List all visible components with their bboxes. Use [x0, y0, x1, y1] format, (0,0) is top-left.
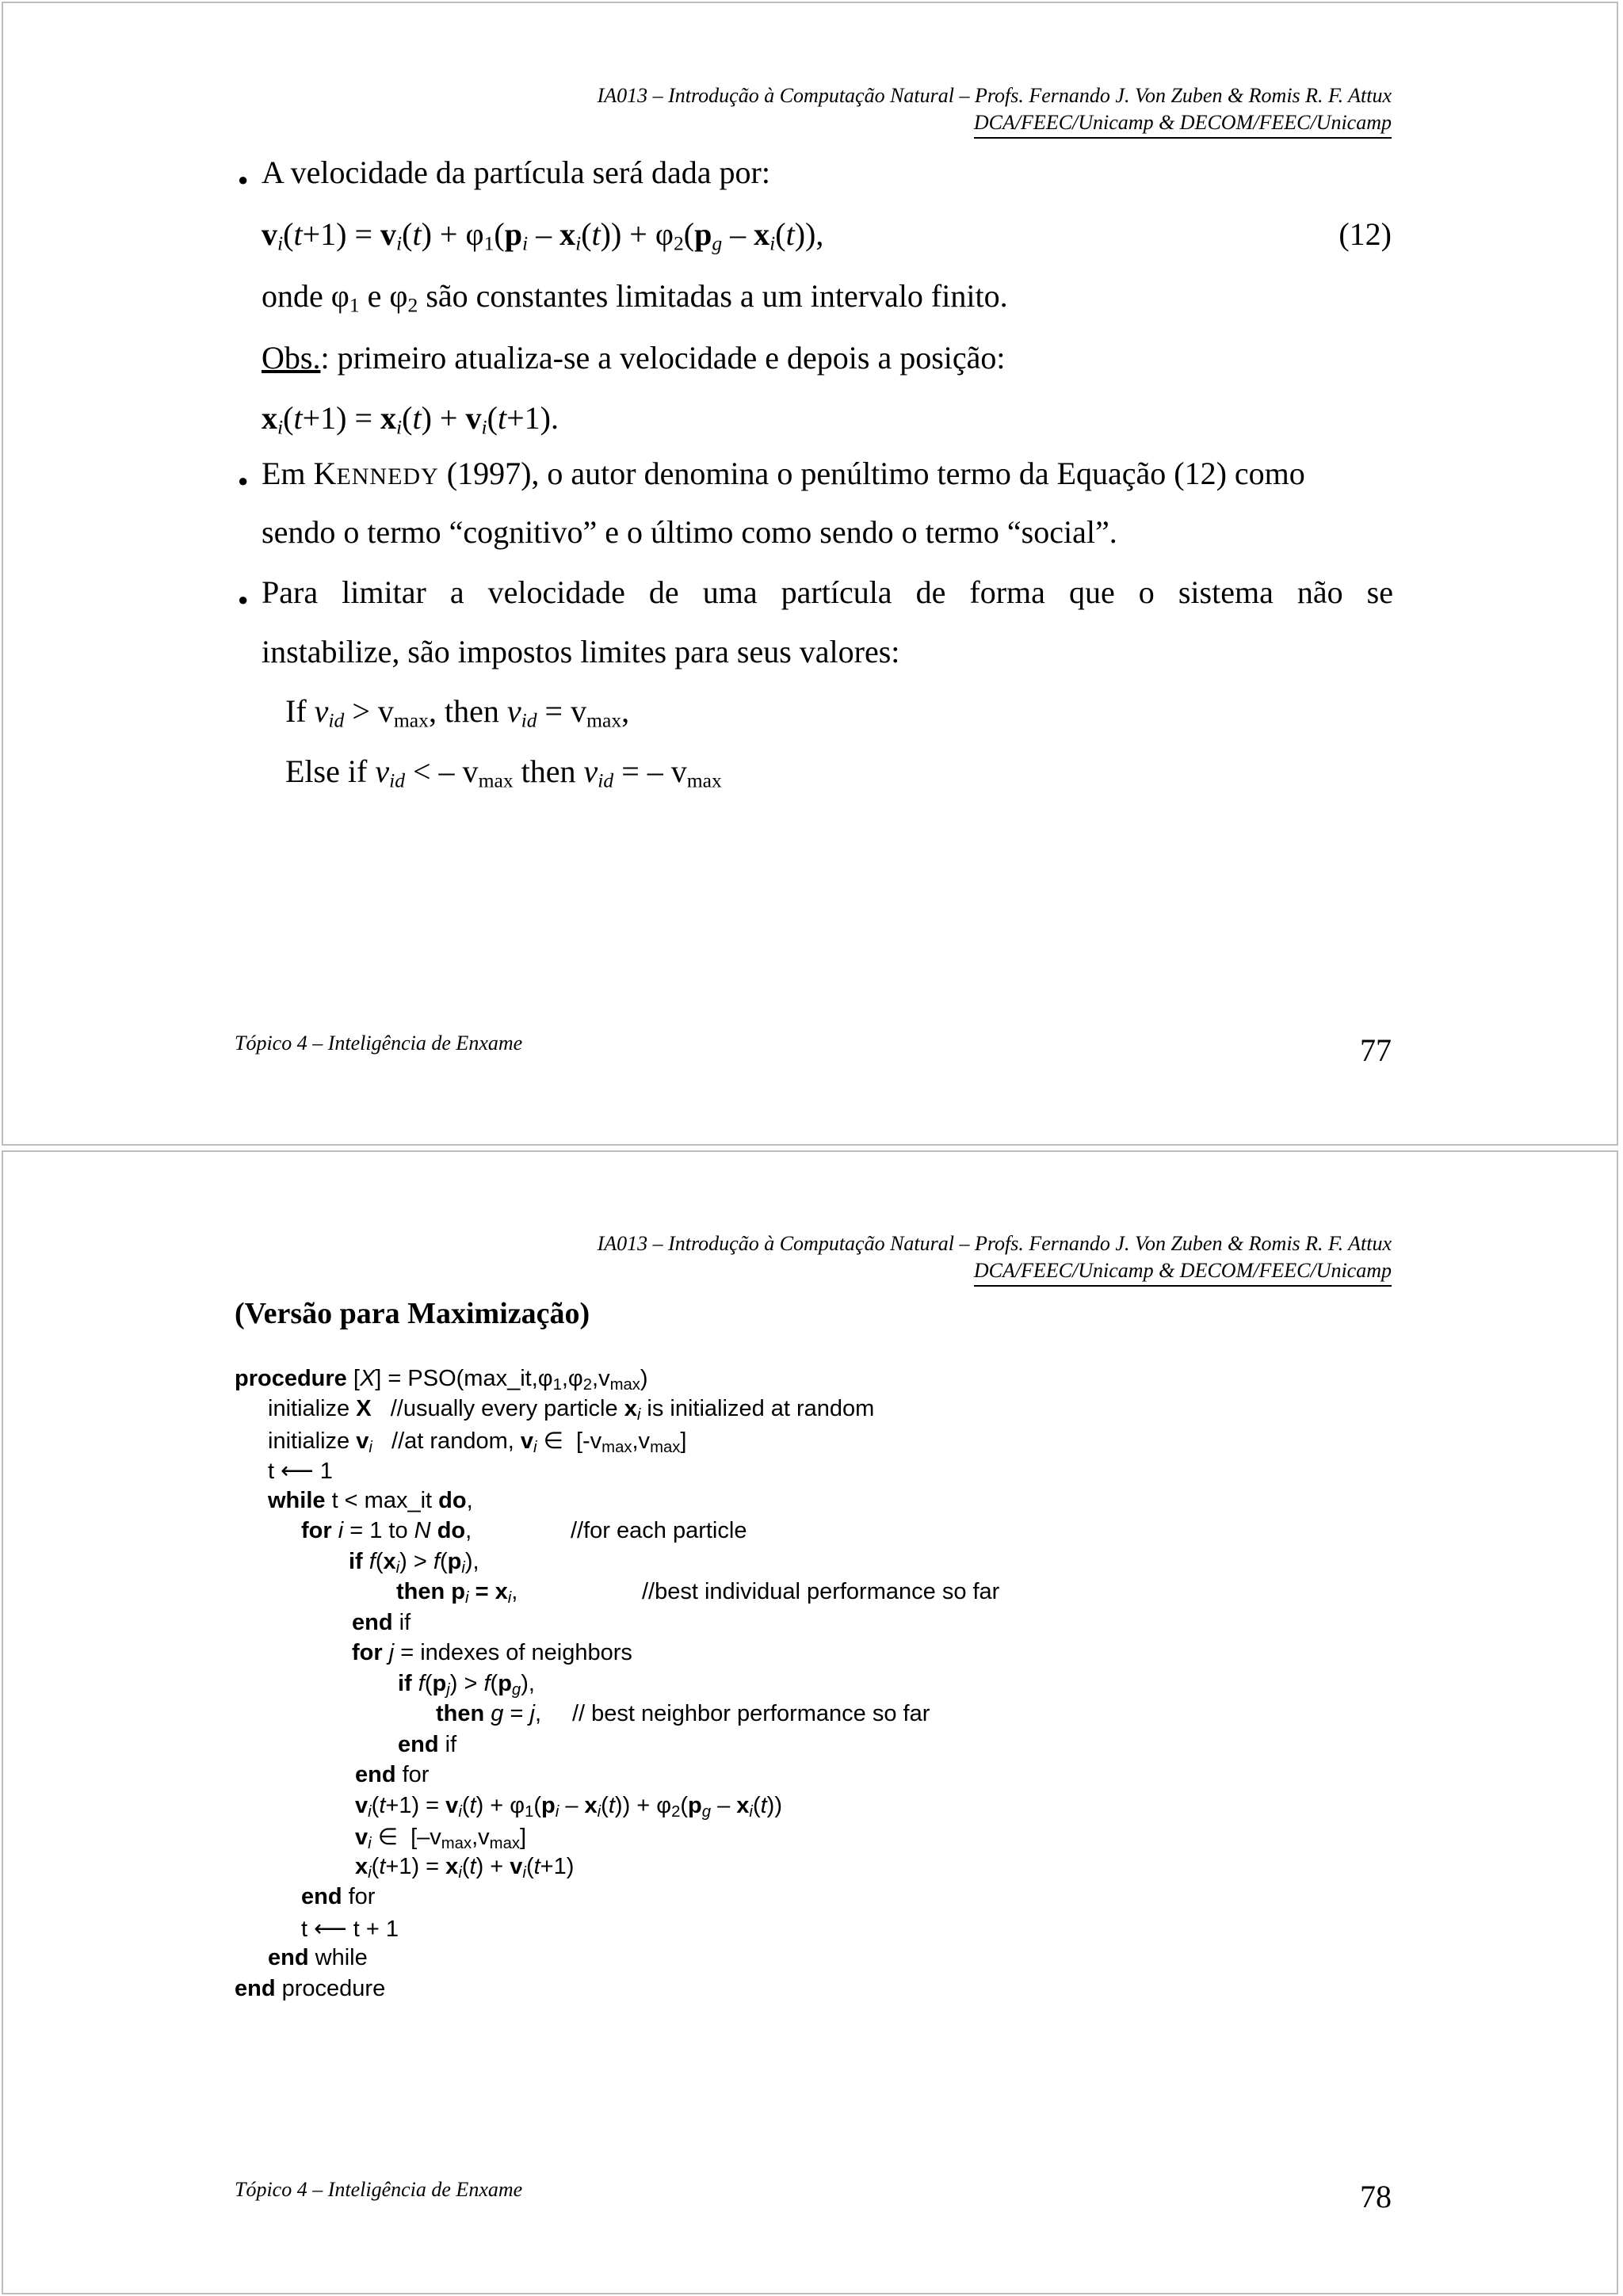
- if-rule: If $v_{id} > v_{max}$, then $v_{id} = v_{max}$,: [285, 693, 630, 732]
- code-line: if $f(x_i) > f(p_i)$,: [349, 1549, 479, 1577]
- code-line: procedure $[X] = PSO(\max\_it,\varphi_1,\varphi_2,v_{max})$: [235, 1366, 648, 1394]
- code-line: for i = 1 to N do,: [301, 1518, 472, 1543]
- code-line: end for: [355, 1762, 430, 1787]
- code-line: end procedure: [235, 1976, 386, 2001]
- obs-text: Obs.: primeiro atualiza-se a velocidade e depois a posição:: [262, 340, 1006, 376]
- kennedy-line-1: Em KENNEDY (1997), o autor denomina o penúltimo termo da Equação (12) como: [262, 456, 1305, 491]
- page-number: 78: [1360, 2179, 1392, 2214]
- code-line: initialize $v_i$ //at random, $v_i$ ∈ $[-v_{max},v_{max}]$: [268, 1428, 687, 1457]
- code-line: $v_i(t+1) = v_i(t) + \varphi_1(p_i - x_i(t)) + \varphi_2(p_g - x_i(t))$: [355, 1793, 782, 1821]
- code-line: end if: [398, 1732, 457, 1757]
- code-line: then $p_i = x_i$,: [396, 1579, 518, 1608]
- code-line: then g = j,: [436, 1701, 541, 1726]
- page-number: 77: [1360, 1032, 1392, 1068]
- velocity-equation: $v_i(t+1) = v_i(t) + \varphi_1(p_i - x_i(t)) + \varphi_2(p_g - x_i(t))$,: [262, 216, 824, 255]
- slide-title: (Versão para Maximização): [235, 1297, 590, 1330]
- code-line: if $f(p_j) > f(p_g)$,: [398, 1671, 535, 1699]
- phi-constants-text: onde $\varphi_1$ e $\varphi_2$ são constantes limitadas a um intervalo finito.: [262, 278, 1008, 317]
- kennedy-line-2: sendo o termo “cognitivo” e o último como sendo o termo “social”.: [262, 514, 1117, 550]
- slide-77: [2, 2, 1618, 1146]
- code-line: end while: [268, 1945, 368, 1970]
- code-line: $v_i$ ∈ $[-v_{max},v_{max}]$: [355, 1825, 527, 1853]
- code-line: initialize X //usually every particle $x_i$ is initialized at random: [268, 1396, 875, 1425]
- code-comment: //best individual performance so far: [642, 1579, 1000, 1604]
- code-comment: // best neighbor performance so far: [572, 1701, 930, 1726]
- header-departments: DCA/FEEC/Unicamp & DECOM/FEEC/Unicamp: [974, 1257, 1392, 1287]
- header-course: IA013 – Introdução à Computação Natural – Profs. Fernando J. Von Zuben & Romis R. F. Attux: [597, 84, 1392, 107]
- code-line: $x_i(t+1) = x_i(t) + v_i(t+1)$: [355, 1854, 575, 1882]
- bullet-icon: ●: [238, 471, 249, 490]
- slide-footer-topic: Tópico 4 – Inteligência de Enxame: [235, 1032, 523, 1055]
- limits-line-2: instabilize, são impostos limites para seus valores:: [262, 634, 900, 669]
- else-if-rule: Else if $v_{id}$ < – $v_{max}$ then $v_{id}$ = – $v_{max}$: [285, 753, 722, 792]
- code-line: end for: [301, 1884, 376, 1909]
- bullet-icon: ●: [238, 589, 249, 609]
- position-equation: $x_i(t+1) = x_i(t) + v_i(t+1)$.: [262, 400, 559, 439]
- equation-number: (12): [1338, 216, 1392, 252]
- header-departments: DCA/FEEC/Unicamp & DECOM/FEEC/Unicamp: [974, 109, 1392, 139]
- code-line: t ⟵ t + 1: [301, 1917, 399, 1942]
- slide-footer-topic: Tópico 4 – Inteligência de Enxame: [235, 2178, 523, 2201]
- slide-header: [598, 1230, 1392, 1287]
- code-line: t ⟵ 1: [268, 1459, 333, 1484]
- slide-header: [598, 82, 1392, 139]
- slide-78: [2, 1150, 1618, 2294]
- bullet-icon: ●: [238, 170, 249, 189]
- header-course: IA013 – Introdução à Computação Natural – Profs. Fernando J. Von Zuben & Romis R. F. Attux: [597, 1232, 1392, 1255]
- code-line: while t < max_it do,: [268, 1488, 473, 1513]
- bullet-velocity: A velocidade da partícula será dada por:: [262, 154, 770, 190]
- limits-line-1: Para limitar a velocidade de uma partícula de forma que o sistema não se: [262, 574, 1393, 610]
- code-line: end if: [352, 1610, 411, 1635]
- code-comment: //for each particle: [571, 1518, 747, 1543]
- code-line: for j = indexes of neighbors: [352, 1640, 632, 1665]
